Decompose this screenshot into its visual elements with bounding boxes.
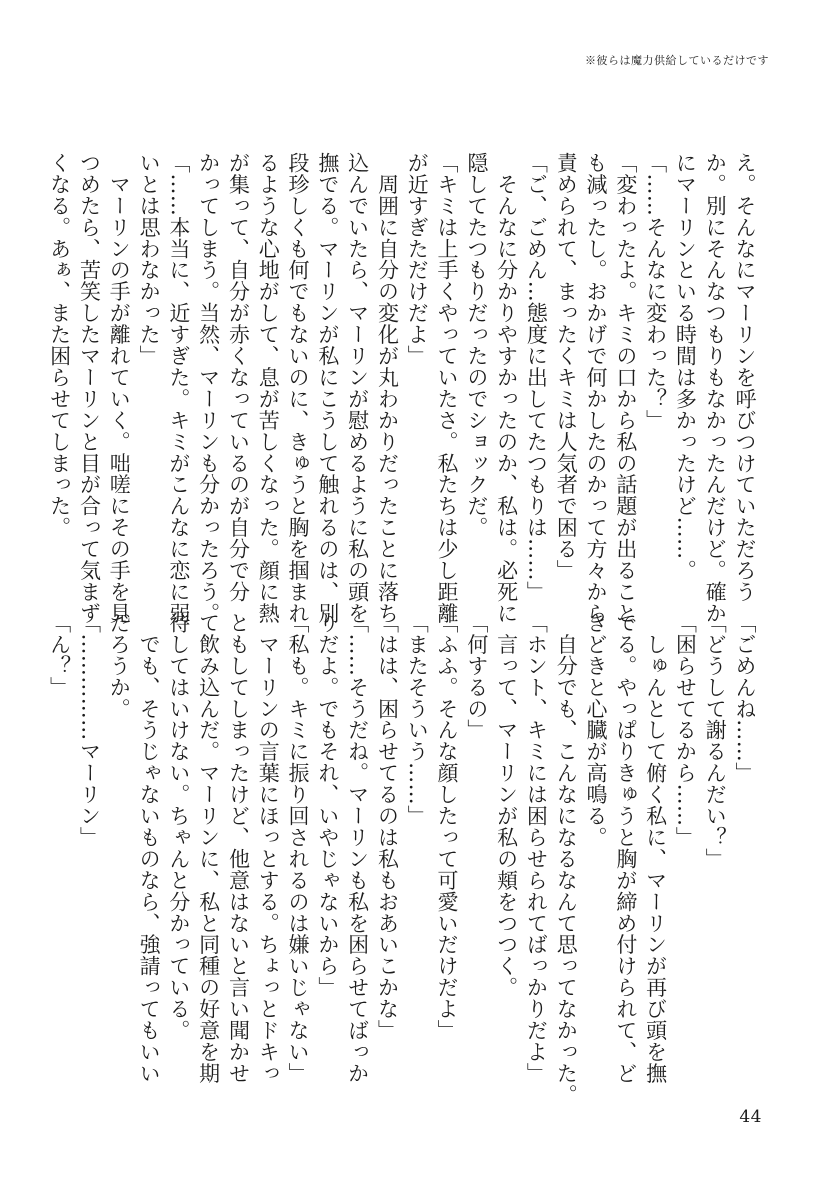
text-line: 「はは、困らせてるのは私もおあいこかな」 (375, 612, 400, 1041)
text-line: そんなに分かりやすかったのか、私は。必死に (494, 152, 519, 624)
text-line: しゅんとして俯く私に、マーリンが再び頭を撫 (643, 612, 668, 1084)
text-line: 「どうして謝るんだい？」 (703, 612, 728, 870)
text-line: かってしまう。当然、マーリンも分かったろう。 (196, 152, 221, 624)
text-line: 「……そうだね。マーリンも私を困らせてばっか (345, 612, 370, 1084)
text-line: くなる。あぁ、また困らせてしまった。 (47, 152, 72, 539)
text-line: が集って、自分が赤くなっているのが自分で分 (226, 152, 251, 603)
text-line: 「ふふ。そんな顔したって可愛いだけだよ」 (435, 612, 460, 1041)
text-line: 「……そんなに変わった？」 (643, 152, 668, 431)
text-line: 撫でる。マーリンが私にこうして触れるのは、別 (315, 152, 340, 624)
text-line: 責められて、まったくキミは人気者で困る」 (554, 152, 579, 581)
text-line: 「ごめんね……」 (733, 612, 757, 784)
text-line: 言って、マーリンが私の頬をつつく。 (494, 612, 519, 999)
text-line: 「私も。キミに振り回されるのは嫌いじゃない」 (286, 612, 311, 1084)
header-note: ※彼らは魔力供給しているだけです (585, 54, 769, 67)
text-line: 自分でも、こんなになるなんて思ってなかった。 (554, 612, 579, 1106)
text-line: だろうか。 (107, 612, 132, 720)
text-line: にマーリンといる時間は多かったけど……。 (673, 152, 698, 581)
text-line: マーリンの言葉にほっとする。ちょっとドキっ (256, 612, 281, 1084)
text-line: 「キミは上手くやっていたさ。私たちは少し距離 (435, 152, 460, 624)
text-line: つめたら、苦笑したマーリンと目が合って気まず (77, 152, 102, 624)
text-line: でも、そうじゃないものなら、強請ってもいい (137, 612, 162, 1084)
text-line: でる。やっぱりきゅうと胸が締め付けられて、ど (613, 612, 638, 1084)
text-line: 待してはいけない。ちゃんと分かっている。 (166, 612, 191, 1041)
text-line: か。別にそんなつもりもなかったんだけど。確か (703, 152, 728, 624)
text-line: え。そんなにマーリンを呼びつけていただろう (733, 152, 757, 603)
page-number: 44 (739, 1107, 762, 1127)
text-line: 隠してたつもりだったのでショックだ。 (464, 152, 489, 539)
text-line: 込んでいたら、マーリンが慰めるように私の頭を (345, 152, 370, 624)
text-line: りだよ。でもそれ、いやじゃないから」 (315, 612, 340, 999)
text-line: 「またそういう……」 (405, 612, 430, 827)
text-line: いとは思わなかった」 (137, 152, 162, 367)
text-line: 周囲に自分の変化が丸わかりだったことに落ち (375, 152, 400, 624)
text-line: 段珍しくも何でもないのに、きゅうと胸を掴まれ (286, 152, 311, 624)
text-line: も減ったし。おかげで何かしたのかって方々から (584, 152, 609, 624)
text-line: 「ご、ごめん…態度に出してたつもりは……」 (524, 152, 549, 603)
text-line: 「ホント、キミには困らせられてばっかりだよ」 (524, 612, 549, 1084)
text-line: て飲み込んだ。マーリンに、私と同種の好意を期 (196, 612, 221, 1084)
lower-text-block (47, 612, 759, 1106)
text-line: 「困らせてるから……」 (673, 612, 698, 848)
text-line: るような心地がして、息が苦しくなった。顔に熱 (256, 152, 281, 624)
text-line: マーリンの手が離れていく。咄嗟にその手を見 (107, 152, 132, 624)
text-line: 「……本当に、近すぎた。キミがこんなに恋に弱 (166, 152, 191, 624)
text-line: ともしてしまったけど、他意はないと言い聞かせ (226, 612, 251, 1084)
text-line: 「ん？」 (47, 612, 72, 698)
text-line: きどきと心臓が高鳴る。 (584, 612, 609, 848)
text-line: 「何するの」 (464, 612, 489, 741)
text-line: 「……………マーリン」 (77, 612, 102, 848)
text-line: 「変わったよ。キミの口から私の話題が出ること (613, 152, 638, 624)
text-line: が近すぎただけだよ」 (405, 152, 430, 367)
upper-text-block (47, 152, 759, 624)
